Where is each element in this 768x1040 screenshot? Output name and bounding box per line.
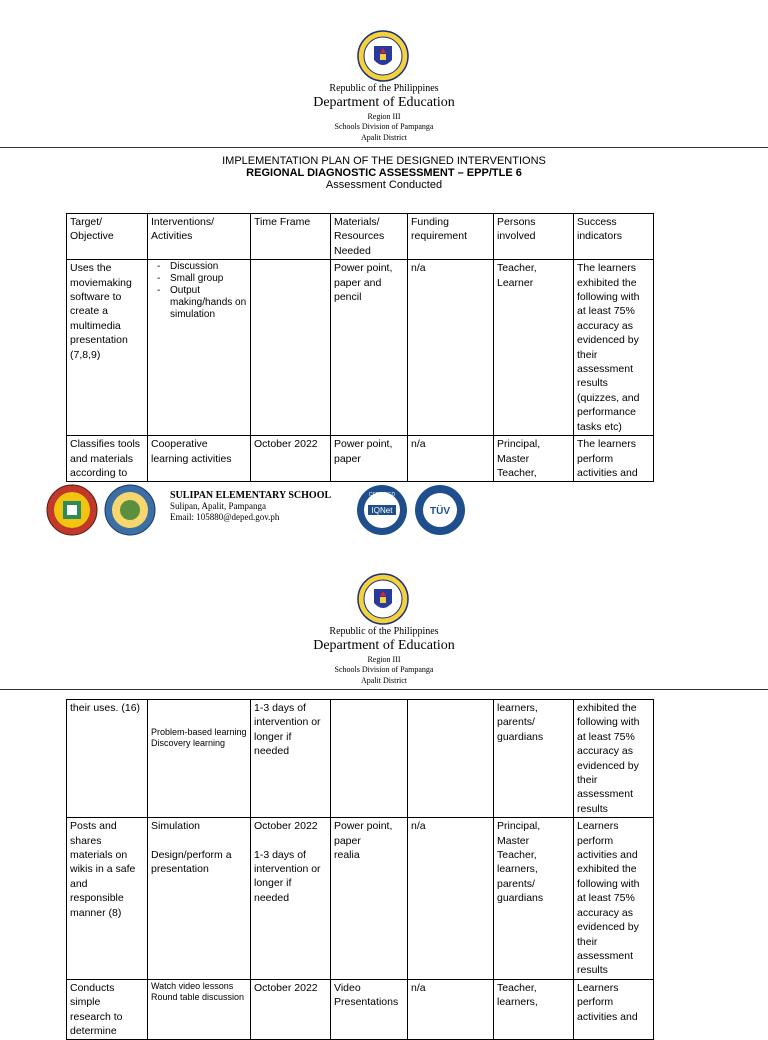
header-target: Target/ Objective [67,214,148,260]
table-row [67,260,654,436]
table-row [67,979,654,1040]
timeframe-duration: 1-3 days of intervention or longer if needed [254,848,321,904]
republic-text: Republic of the Philippines [329,83,439,94]
row-success: The learners perform activities and [574,436,654,482]
department-title: Department of Education [313,95,455,110]
row-success: Learners perform activities and [574,979,654,1040]
row-timeframe: October 2022 [251,436,331,482]
row-success: The learners exhibited the following with at least 75% accuracy as evidenced by their assessment results (quizzes, and performance tasks etc) [574,260,654,436]
row-target: Posts and shares materials on wikis in a safe and responsible manner (8) [67,818,148,979]
table-row [67,818,654,979]
materials-item: Power point, paper [334,820,393,847]
activity-item: Design/perform a presentation [151,848,232,876]
header-timeframe: Time Frame [251,214,331,260]
school-info [170,490,331,523]
materials-item: realia [334,849,360,862]
assessment-subtitle: Assessment Conducted [325,179,443,191]
row-target: Classifies tools and materials according to [67,436,148,482]
row-success: exhibited the following with at least 75% accuracy as evidenced by their assessment results [574,700,654,818]
assessment-title: REGIONAL DIAGNOSTIC ASSESSMENT – EPP/TLE 6 [246,167,522,179]
row-funding: n/a [408,979,494,1040]
school-name: SULIPAN ELEMENTARY SCHOOL [170,490,332,501]
document-titles [0,155,768,191]
row-timeframe: 1-3 days of intervention or longer if needed [251,700,331,818]
district-text: Apalit District [361,133,407,142]
timeframe-date: October 2022 [254,820,318,833]
page-footer [0,478,768,538]
row-funding: n/a [408,260,494,436]
row-materials: Power point, paper and pencil [331,260,408,436]
activity-item: Problem-based learning [151,727,247,737]
row-persons: learners, parents/ guardians [494,700,574,818]
header-success: Success indicators [574,214,654,260]
activity-item: - Discussion [157,261,247,273]
row-target: their uses. (16) [67,700,148,818]
tuv-label: TÜV [430,506,450,517]
iqnet-label: IQNet [371,506,393,515]
activity-item: Simulation [151,820,201,833]
deped-seal-icon [357,30,409,82]
row-materials: Video Presentations [331,979,408,1040]
table-header-row [67,214,654,260]
department-title: Department of Education [313,638,455,653]
division-text: Schools Division of Pampanga [334,122,434,131]
row-persons: Teacher, Learner [494,260,574,436]
row-timeframe: October 2022 [251,979,331,1040]
row-materials [331,818,408,979]
activity-item: Round table discussion [151,991,245,1002]
table-row [67,700,654,818]
header-divider [0,147,768,148]
certified-label: CERTIFIED [368,492,396,498]
row-activities [148,979,251,1040]
plan-title: IMPLEMENTATION PLAN OF THE DESIGNED INTERVENTIONS [222,155,546,167]
division-text: Schools Division of Pampanga [334,665,434,674]
row-materials [331,700,408,818]
district-text: Apalit District [361,676,407,685]
division-logo-icon [46,484,98,536]
row-timeframe [251,260,331,436]
table-row [67,436,654,482]
row-materials: Power point, paper [331,436,408,482]
header-persons: Persons involved [494,214,574,260]
row-funding: n/a [408,818,494,979]
region-text: Region III [367,655,401,664]
implementation-table [66,213,654,482]
header-funding: Funding requirement [408,214,494,260]
republic-text: Republic of the Philippines [329,626,439,637]
row-persons: Teacher, learners, [494,979,574,1040]
implementation-table-continued [66,699,654,1040]
header-interventions: Interventions/ Activities [148,214,251,260]
row-target: Uses the moviemaking software to create a multimedia presentation (7,8,9) [67,260,148,436]
activity-item: Discovery learning [151,738,226,748]
school-logo-icon [104,484,156,536]
region-text: Region III [367,112,401,121]
header-materials: Materials/ Resources Needed [331,214,408,260]
row-activities [148,700,251,818]
row-activities [148,260,251,436]
tuv-certified-icon [414,484,466,536]
row-activities [148,818,251,979]
activity-item: - Output making/hands on simulation [157,285,247,321]
activity-item: Watch video lessons [151,980,234,991]
row-target: Conducts simple research to determine [67,979,148,1040]
row-persons: Principal, Master Teacher, learners, parents/ guardians [494,818,574,979]
school-address: Sulipan, Apalit, Pampanga [170,501,266,511]
row-activities: Cooperative learning activities [148,436,251,482]
activity-item: - Small group [157,273,247,285]
header-divider [0,689,768,690]
row-timeframe [251,818,331,979]
row-funding [408,700,494,818]
row-success: Learners perform activities and exhibited the following with at least 75% accuracy as evidenced by their assessment results [574,818,654,979]
row-funding: n/a [408,436,494,482]
iqnet-certified-icon [356,484,408,536]
school-email: Email: 105880@deped.gov.ph [170,512,280,522]
row-persons: Principal, Master Teacher, [494,436,574,482]
deped-seal-icon [357,573,409,625]
